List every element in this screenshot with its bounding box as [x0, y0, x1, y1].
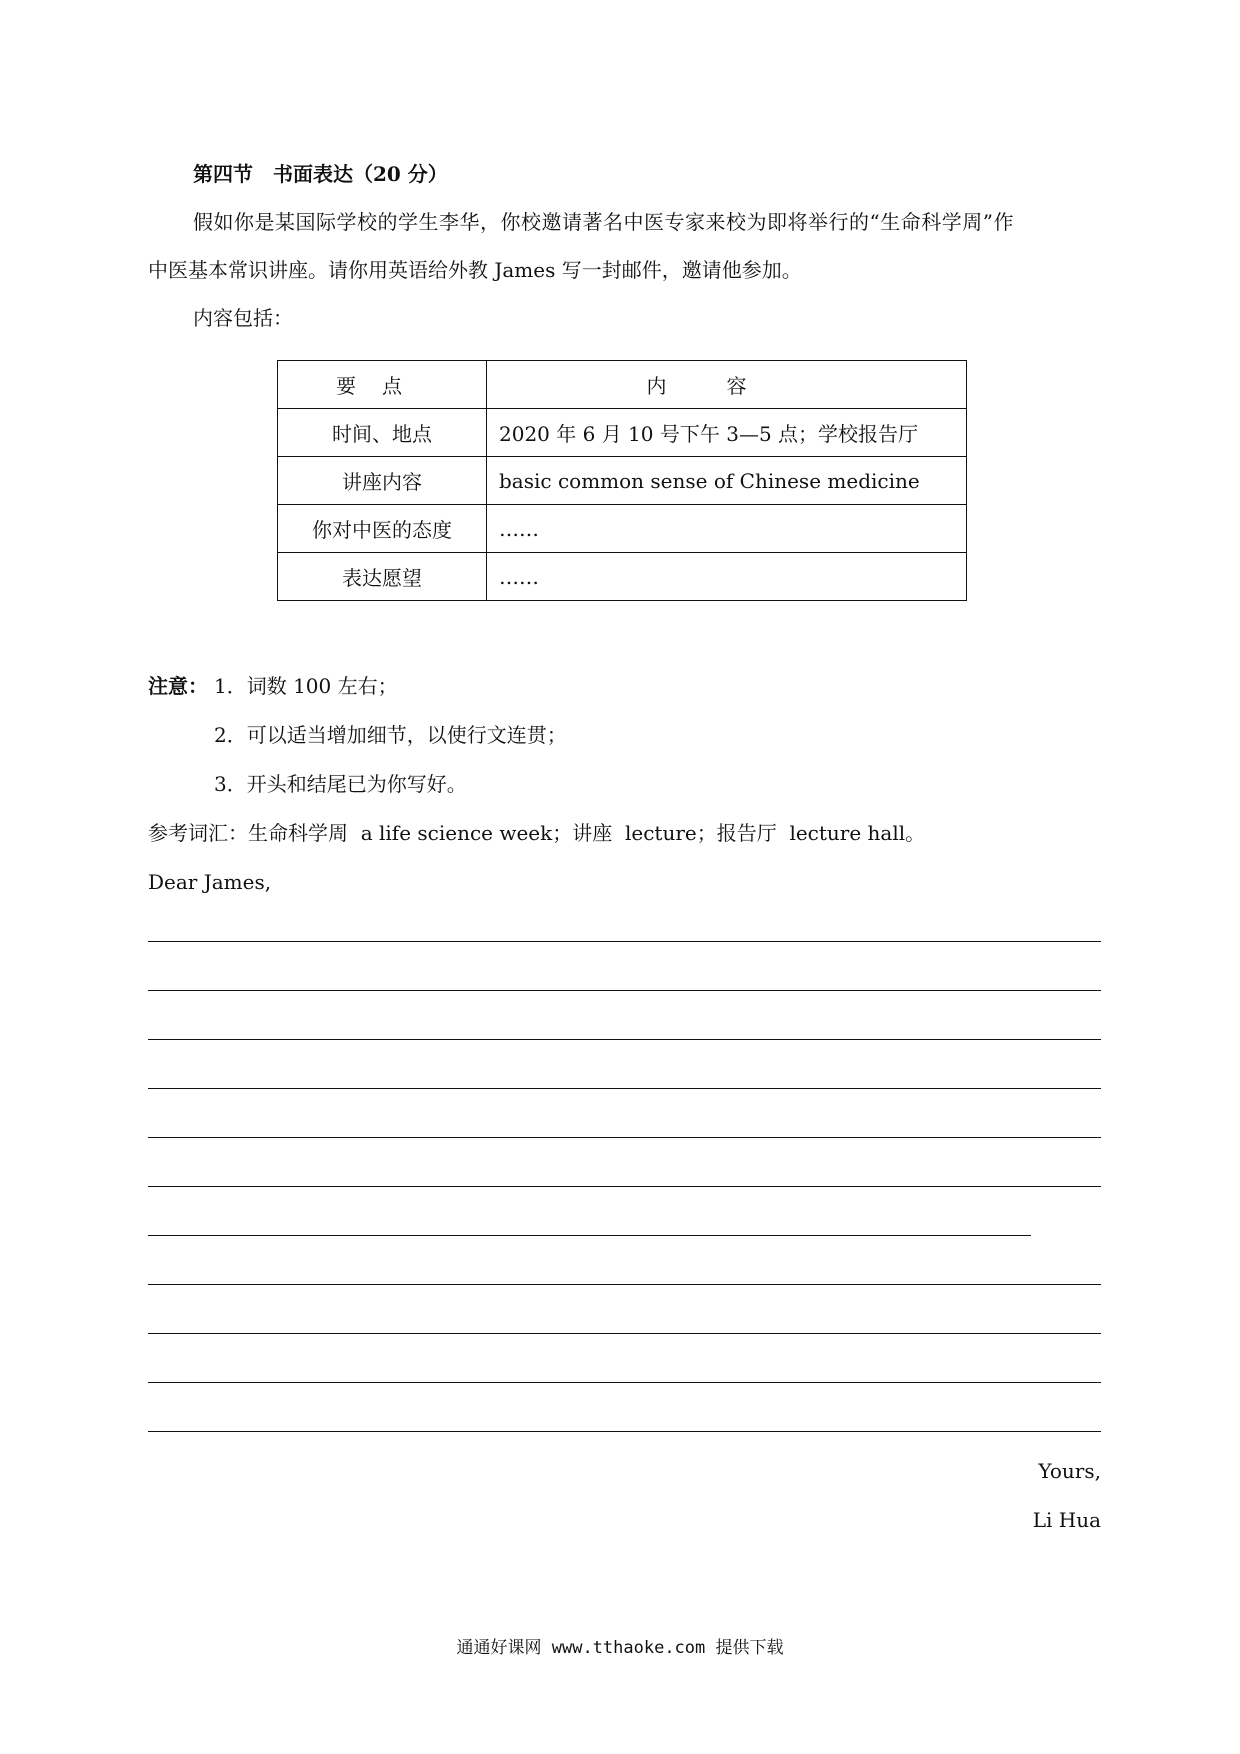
- table-header-cell: 内容: [487, 361, 967, 409]
- table-cell-content: ……: [487, 505, 967, 553]
- content-label: 内容包括：: [193, 306, 293, 330]
- writing-line[interactable]: [148, 1284, 1101, 1285]
- writing-line[interactable]: [148, 1235, 1031, 1236]
- letter-closing: Yours,: [1038, 1459, 1101, 1483]
- page-footer: 通通好课网 www.tthaoke.com 提供下载: [456, 1638, 784, 1658]
- writing-line[interactable]: [148, 1333, 1101, 1334]
- writing-line[interactable]: [148, 1088, 1101, 1089]
- notes-label: 注意：: [148, 674, 208, 698]
- note-item-1: 1．词数 100 左右；: [214, 674, 398, 698]
- table-cell-point: 时间、地点: [278, 409, 487, 457]
- table-cell-content: ……: [487, 553, 967, 601]
- writing-line[interactable]: [148, 1186, 1101, 1187]
- table-header-cell: 要点: [278, 361, 487, 409]
- writing-line[interactable]: [148, 1137, 1101, 1138]
- table-cell-point: 表达愿望: [278, 553, 487, 601]
- section-heading: 第四节 书面表达（20 分）: [193, 162, 448, 186]
- prompt-line-2: 中医基本常识讲座。请你用英语给外教 James 写一封邮件，邀请他参加。: [148, 258, 802, 282]
- writing-line[interactable]: [148, 1039, 1101, 1040]
- letter-signature: Li Hua: [1032, 1508, 1101, 1532]
- table-header-row: [278, 361, 967, 409]
- table-row: [278, 553, 967, 601]
- note-item-2: 2．可以适当增加细节，以使行文连贯；: [214, 723, 567, 747]
- table-cell-content: 2020 年 6 月 10 号下午 3—5 点；学校报告厅: [487, 409, 967, 457]
- reference-vocabulary: 参考词汇：生命科学周 a life science week；讲座 lecture；报告厅 lecture hall。: [148, 821, 926, 845]
- writing-line[interactable]: [148, 1431, 1101, 1432]
- prompt-line-1: 假如你是某国际学校的学生李华，你校邀请著名中医专家来校为即将举行的“生命科学周”作: [193, 210, 1014, 234]
- table-cell-point: 讲座内容: [278, 457, 487, 505]
- writing-line[interactable]: [148, 990, 1101, 991]
- writing-line[interactable]: [148, 1382, 1101, 1383]
- table-row: [278, 409, 967, 457]
- table-cell-point: 你对中医的态度: [278, 505, 487, 553]
- table-row: [278, 457, 967, 505]
- table-cell-content: basic common sense of Chinese medicine: [487, 457, 967, 505]
- writing-line[interactable]: [148, 941, 1101, 942]
- table-row: [278, 505, 967, 553]
- note-item-3: 3．开头和结尾已为你写好。: [214, 772, 467, 796]
- points-table: [277, 360, 967, 601]
- letter-greeting: Dear James,: [148, 870, 272, 894]
